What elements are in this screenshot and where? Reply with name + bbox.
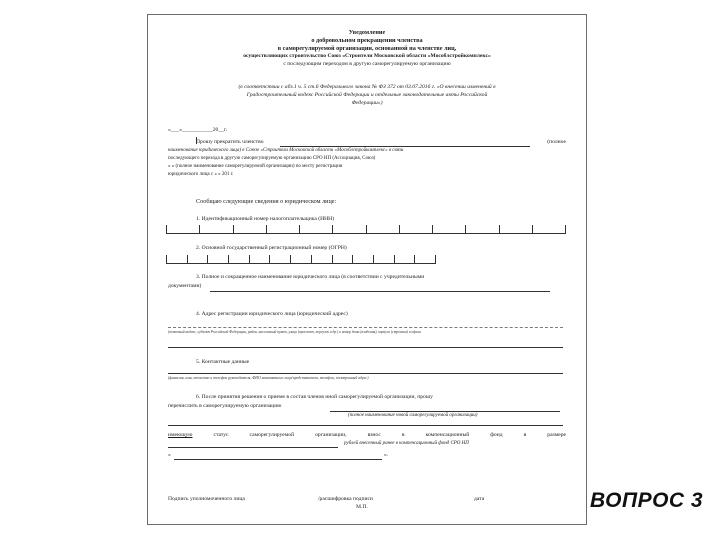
item-transfer-label-line: перечислить в саморегулируемую организацию bbox=[168, 403, 282, 409]
signature-date-label: дата bbox=[474, 496, 485, 502]
question-caption: ВОПРОС 3 bbox=[590, 489, 704, 512]
request-line: юридического лица с « » 201 г. bbox=[168, 172, 234, 177]
document-page bbox=[147, 14, 587, 525]
transfer-word: в bbox=[523, 432, 527, 438]
item-ogrn-label: 2. Основной государственный регистрационный номер (ОГРН) bbox=[196, 245, 347, 251]
request-line: наименование юридического лица) в Союзе «Строители Московской области «Мособлстройкомплекс» в связи bbox=[168, 148, 404, 153]
item-inn-label: 1. Идентификационный номер налогоплательщика (ИНН) bbox=[196, 216, 335, 222]
law-reference-line: Градостроительный кодекс Российской Федерации и отдельные законодательные акты Российской bbox=[246, 92, 488, 98]
request-line: « » (полное наименование саморегулируемой организации) по месту регистрации bbox=[168, 164, 343, 169]
transfer-word: в bbox=[401, 432, 405, 438]
item-contacts-label: 5. Контактные данные bbox=[196, 359, 250, 365]
item-transfer-label: 6. После принятия решения о приеме в состав членов иной саморегулируемой организации, прошу bbox=[196, 394, 433, 400]
transfer-word: взнос bbox=[367, 432, 381, 438]
transfer-tail-line2: рублей внесенный ранее в компенсационный фонд СРО НП bbox=[344, 441, 469, 446]
date-line: «___»___________20__г. bbox=[168, 127, 227, 133]
inn-digit-boxes bbox=[166, 225, 566, 234]
transfer-word: фонд bbox=[490, 432, 503, 438]
law-reference-line: Федерации») bbox=[351, 100, 383, 106]
request-line: Прошу прекратить членство bbox=[196, 139, 264, 145]
law-reference-line: (в соответствии с абз.1 ч. 5 ст.6 Федерального закона № ФЗ 372 от 03.07.2016 г. «О внесении изменений в bbox=[238, 84, 496, 90]
transfer-tail-quote-open: « bbox=[168, 452, 171, 458]
stamp-label: М.П. bbox=[356, 504, 368, 510]
transfer-word: размере bbox=[547, 432, 566, 438]
transfer-tail-line bbox=[168, 432, 566, 438]
transfer-word: компенсационный bbox=[425, 432, 470, 438]
doc-title-line: о добровольном прекращении членства bbox=[311, 37, 423, 44]
item-name-label-line: документами) bbox=[168, 283, 202, 289]
doc-title-line: с последующим переходом в другую саморегулируемую организацию bbox=[283, 61, 451, 67]
item-name-label: 3. Полное и сокращенное наименование юридического лица (в соответствии с учредительными bbox=[196, 274, 425, 280]
transfer-word: имеющую bbox=[168, 432, 193, 438]
transfer-word: статус bbox=[213, 432, 229, 438]
request-line: последующего перехода в другую саморегулируемую организацию СРО НП (Ассоциация, Союз) bbox=[168, 156, 376, 161]
transfer-tail-quote-close: ». bbox=[384, 452, 389, 458]
info-intro: Сообщаю следующие сведения о юридическом лице: bbox=[196, 198, 337, 205]
signature-label: Подпись уполномоченного лица bbox=[168, 496, 245, 502]
ogrn-digit-boxes bbox=[166, 255, 436, 264]
signature-decode-label: /расшифровка подписи bbox=[318, 496, 373, 502]
doc-title: Уведомление bbox=[348, 29, 386, 36]
transfer-word: организации, bbox=[315, 432, 347, 438]
contacts-hint: (фамилия, имя, отчество и телефон руководителя, ФИО контактного лица/представителя, телефон, электронный адрес) bbox=[168, 376, 369, 380]
item-address-label: 4. Адрес регистрации юридического лица (юридический адрес) bbox=[196, 311, 348, 317]
request-right-label: (полное bbox=[547, 139, 566, 145]
address-hint: (почтовый индекс, субъект Российской Федерации, район, населенный пункт, улица (проспект, переулок и др.) и номер дома (владения), корпуса (строения) и офиса bbox=[168, 330, 421, 334]
transfer-hint: (полное наименование новой саморегулируемой организации) bbox=[348, 413, 478, 418]
doc-title-line: осуществляющих строительство Союз «Строители Московской области «Мособлстройкомплекс» bbox=[243, 53, 491, 59]
transfer-word: саморегулируемой bbox=[249, 432, 295, 438]
doc-title-line: в саморегулируемой организации, основанной на членстве лиц, bbox=[277, 45, 457, 52]
